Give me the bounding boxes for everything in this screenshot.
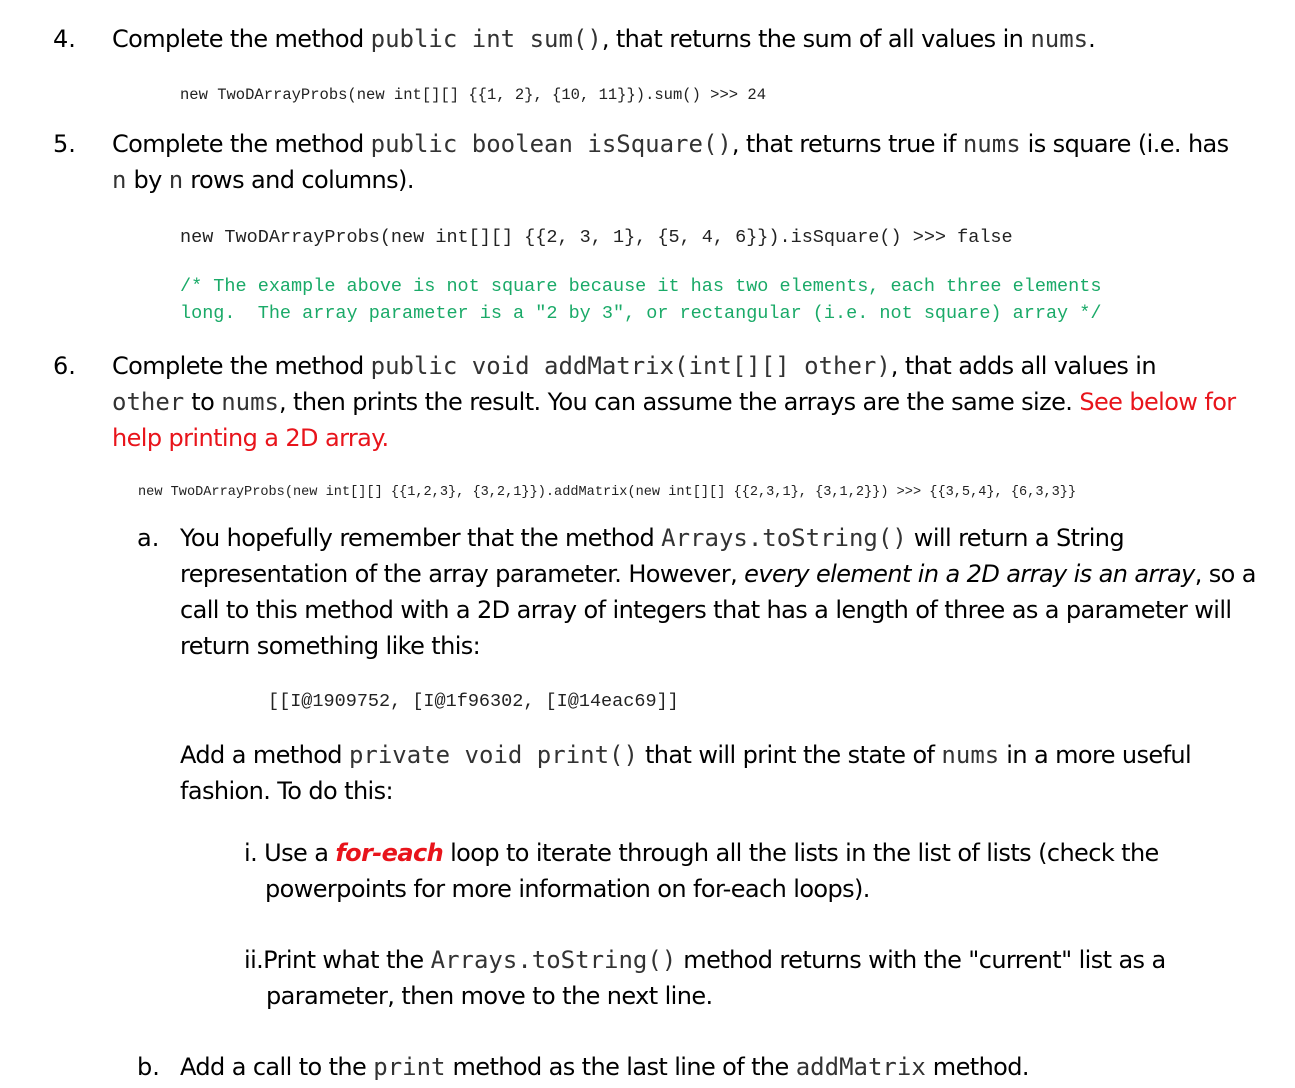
part-a-add-line1 — [180, 737, 1191, 773]
q5-code-c: n — [112, 166, 127, 194]
q6-text-b: , that adds all values in — [890, 352, 1156, 380]
q5-text-c: is square (i.e. has — [1020, 130, 1229, 158]
q5-text-a: Complete the method — [112, 130, 371, 158]
sub-i-emph: for-each — [335, 839, 444, 867]
q6-prompt-line2 — [112, 384, 1236, 420]
part-a-label: a. — [137, 524, 160, 552]
q6-text-a: Complete the method — [112, 352, 371, 380]
q5-prompt-line2 — [112, 162, 414, 198]
part-a-add-code2: nums — [941, 741, 1000, 769]
q4-text-c: . — [1088, 25, 1096, 53]
sub-i-text-a: Use a — [264, 839, 336, 867]
part-a-add-text1: Add a method — [180, 741, 349, 769]
q5-comment-line1: /* The example above is not square because it has two elements, each three elements — [180, 276, 1102, 297]
part-a-l1-text: You hopefully remember that the method — [180, 524, 662, 552]
part-a-add-line2: fashion. To do this: — [180, 777, 394, 805]
sub-ii-code: Arrays.toString() — [430, 946, 677, 974]
q6-code-b: other — [112, 388, 185, 416]
q5-example: new TwoDArrayProbs(new int[][] {{2, 3, 1}, {5, 4, 6}}).isSquare() >>> false — [180, 227, 1013, 248]
q4-number: 4. — [53, 25, 76, 53]
q6-number: 6. — [53, 352, 76, 380]
q6-prompt-line1 — [112, 348, 1156, 384]
sub-ii-text-a: Print what the — [263, 946, 431, 974]
sub-ii-line1 — [244, 942, 1166, 978]
part-a-add-text2: that will print the state of — [637, 741, 942, 769]
q6-red-b: help printing a 2D array. — [112, 424, 389, 452]
q5-text-e: rows and columns). — [183, 166, 414, 194]
q4-code-b: nums — [1030, 25, 1089, 53]
part-b-text-b: method as the last line of the — [445, 1053, 796, 1081]
part-a-line2 — [180, 556, 1256, 592]
sub-ii-label: ii. — [244, 946, 264, 974]
sub-i-line2: powerpoints for more information on for-each loops). — [265, 875, 870, 903]
q6-red-a: See below for — [1079, 388, 1236, 416]
part-a-line3: call to this method with a 2D array of integers that has a length of three as a parameter will — [180, 596, 1232, 624]
q5-text-b: , that returns true if — [731, 130, 963, 158]
q4-text-a: Complete the method — [112, 25, 371, 53]
q6-text-c: to — [184, 388, 222, 416]
q5-code-b: nums — [962, 130, 1021, 158]
sub-ii-line2: parameter, then move to the next line. — [266, 982, 713, 1010]
part-a-add-code: private void print() — [348, 741, 638, 769]
part-a-l2-text: representation of the array parameter. However, — [180, 560, 745, 588]
part-b-text-a: Add a call to the — [180, 1053, 374, 1081]
sub-i-line1 — [244, 835, 1159, 871]
q5-code-d: n — [168, 166, 184, 194]
q6-example: new TwoDArrayProbs(new int[][] {{1,2,3}, {3,2,1}}).addMatrix(new int[][] {{2,3,1}, {3,1,2}}) >>> {{3,5,4}, {6,3,3}} — [138, 485, 1077, 500]
part-a-line1 — [180, 520, 1124, 556]
q6-code-c: nums — [221, 388, 279, 416]
q4-prompt — [112, 21, 1095, 57]
part-b-text-c: method. — [925, 1053, 1029, 1081]
q4-code-a: public int sum() — [370, 25, 602, 53]
part-b-code-a: print — [373, 1053, 446, 1081]
q5-code-a: public boolean isSquare() — [370, 130, 732, 158]
sub-i-label: i. — [244, 839, 258, 867]
q6-code-a: public void addMatrix(int[][] other) — [370, 352, 891, 380]
q4-text-b: , that returns the sum of all values in — [601, 25, 1031, 53]
q5-comment — [180, 273, 1101, 327]
q5-number: 5. — [53, 130, 76, 158]
q6-text-d: , then prints the result. You can assume the arrays are the same size. — [279, 388, 1080, 416]
sub-i-text-b: loop to iterate through all the lists in the list of lists (check the — [443, 839, 1159, 867]
part-a-l1-text2: will return a String — [906, 524, 1125, 552]
part-a-sample-output: [[I@1909752, [I@1f96302, [I@14eac69]] — [268, 691, 679, 712]
part-a-add-text3: in a more useful — [999, 741, 1192, 769]
part-b-label: b. — [137, 1053, 160, 1081]
part-b-code-b: addMatrix — [795, 1053, 926, 1081]
q5-prompt-line1 — [112, 126, 1229, 162]
q4-example: new TwoDArrayProbs(new int[][] {{1, 2}, {10, 11}}).sum() >>> 24 — [180, 86, 766, 104]
q5-comment-line2: long. The array parameter is a "2 by 3", or rectangular (i.e. not square) array */ — [180, 303, 1102, 324]
sub-ii-text-b: method returns with the "current" list as a — [676, 946, 1166, 974]
part-a-l2-italic: every element in a 2D array is an array — [744, 560, 1195, 588]
part-b-line — [180, 1049, 1029, 1085]
q5-text-d: by — [126, 166, 169, 194]
part-a-l1-code: Arrays.toString() — [661, 524, 907, 552]
part-a-line4: return something like this: — [180, 632, 481, 660]
part-a-l2-text2: , so a — [1194, 560, 1256, 588]
